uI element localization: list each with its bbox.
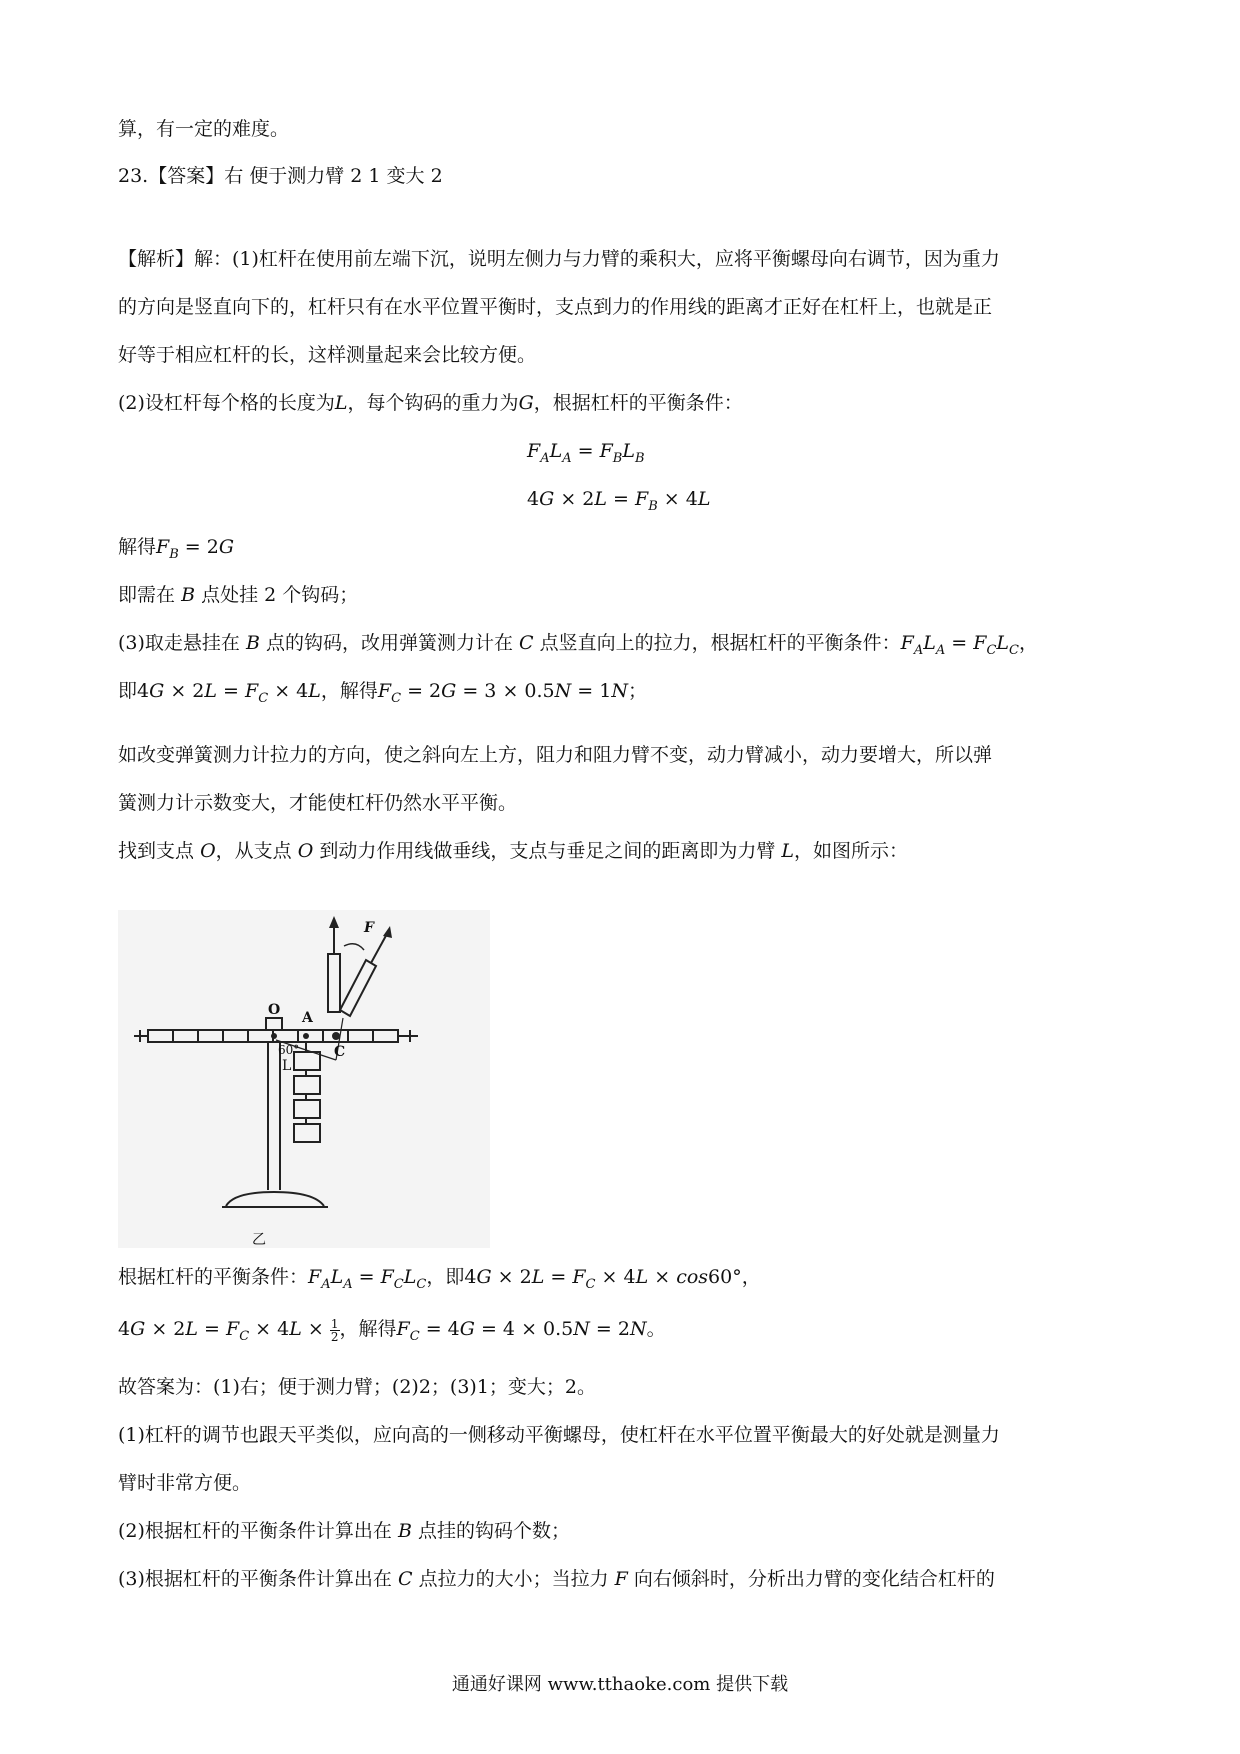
label-a: A bbox=[302, 1010, 313, 1026]
text-line: 解得$F_B = 2G$ bbox=[118, 536, 235, 562]
figure-caption: 乙 bbox=[252, 1232, 266, 1248]
text-line: $4G \times 2L = F_C \times 4L$ × $\frac{1}{2}$ ，解得$F_C = 4G = 4 \times 0.5N = 2N$。 bbox=[118, 1316, 666, 1344]
text-line: 根据杠杆的平衡条件：$F_AL_A = F_CL_C$，即$4G \times 2L = F_C \times 4L \times \cos 60^\circ$， bbox=[118, 1266, 761, 1292]
text-line: 找到支点 O，从支点 O 到动力作用线做垂线，支点与垂足之间的距离即为力臂 L，如图所示： bbox=[118, 840, 909, 862]
text-line: 即$4G \times 2L = F_C \times 4L$，解得$F_C = 2G = 3 \times 0.5N = 1N$； bbox=[118, 680, 647, 706]
page-footer: 通通好课网 www.tthaoke.com 提供下载 bbox=[451, 1674, 789, 1695]
text-line: (3)根据杠杆的平衡条件计算出在 C 点拉力的大小；当拉力 F 向右倾斜时，分析出力臂的变化结合杠杆的 bbox=[118, 1568, 995, 1590]
label-f: F bbox=[364, 920, 374, 936]
equation-2: $4G \times 2L = F_B \times 4L$ bbox=[527, 488, 711, 514]
text-line: 即需在 B 点处挂 2 个钩码； bbox=[118, 584, 359, 606]
answer-line: 23.【答案】右 便于测力臂 2 1 变大 2 bbox=[118, 165, 443, 187]
text-line: 的方向是竖直向下的，杠杆只有在水平位置平衡时，支点到力的作用线的距离才正好在杠杆上，也就是正 bbox=[118, 296, 993, 318]
text-line: 【解析】解：(1)杠杆在使用前左端下沉，说明左侧力与力臂的乘积大，应将平衡螺母向右调节，因为重力 bbox=[118, 248, 1000, 270]
text-line: (2)根据杠杆的平衡条件计算出在 B 点挂的钩码个数； bbox=[118, 1520, 570, 1542]
equation-1: $F_AL_A = F_BL_B$ bbox=[527, 440, 645, 466]
text-line: 故答案为：(1)右；便于测力臂；(2)2；(3)1；变大；2。 bbox=[118, 1376, 597, 1398]
text-line: (1)杠杆的调节也跟天平类似，应向高的一侧移动平衡螺母，使杠杆在水平位置平衡最大的好处就是测量力 bbox=[118, 1424, 1000, 1446]
lever-figure bbox=[118, 910, 490, 1248]
label-l: L bbox=[282, 1058, 292, 1074]
text-line: (3)取走悬挂在 B 点的钩码，改用弹簧测力计在 C 点竖直向上的拉力，根据杠杆的平衡条件：$F_AL_A = F_CL_C$， bbox=[118, 632, 1038, 658]
lever-diagram bbox=[118, 910, 490, 1248]
text-line: (2)设杠杆每个格的长度为L，每个钩码的重力为G，根据杠杆的平衡条件： bbox=[118, 392, 743, 414]
label-angle: 60° bbox=[278, 1043, 300, 1057]
label-c: C bbox=[334, 1044, 346, 1060]
label-o: O bbox=[268, 1002, 281, 1018]
text-line: 臂时非常方便。 bbox=[118, 1472, 252, 1494]
text-line: 簧测力计示数变大，才能使杠杆仍然水平平衡。 bbox=[118, 792, 518, 814]
text-line: 好等于相应杠杆的长，这样测量起来会比较方便。 bbox=[118, 344, 537, 366]
text-line: 如改变弹簧测力计拉力的方向，使之斜向左上方，阻力和阻力臂不变，动力臂减小，动力要增大，所以弹 bbox=[118, 744, 993, 766]
text-line: 算，有一定的难度。 bbox=[118, 118, 290, 140]
